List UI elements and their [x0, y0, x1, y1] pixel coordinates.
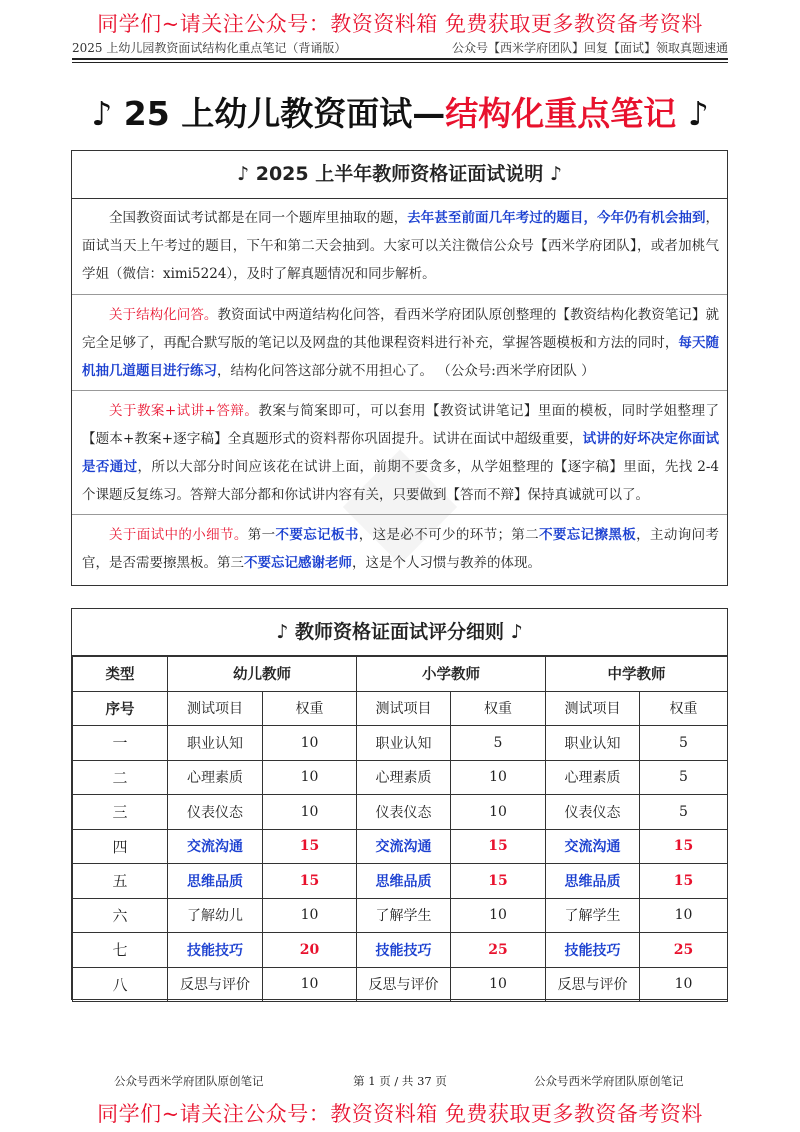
test-item: 心理素质 — [357, 760, 451, 795]
score-section — [71, 608, 728, 1000]
p4-text-g: ，这是个人习惯与教养的体现。 — [352, 555, 541, 571]
weight-value: 5 — [640, 726, 728, 761]
header-left-text: 2025 上幼儿园教资面试结构化重点笔记（背诵版） — [72, 41, 347, 55]
test-item: 技能技巧 — [168, 933, 263, 968]
divider — [72, 514, 727, 515]
weight-value: 10 — [263, 967, 357, 1002]
weight-value: 15 — [451, 864, 546, 899]
test-item: 了解幼儿 — [168, 898, 263, 933]
test-item: 反思与评价 — [168, 967, 263, 1002]
test-item: 仪表仪态 — [357, 795, 451, 830]
page-title-suffix: ♪ — [676, 94, 709, 133]
table-row — [73, 760, 728, 795]
test-item: 仪表仪态 — [168, 795, 263, 830]
table-header-row — [73, 657, 728, 692]
test-item: 交流沟通 — [168, 829, 263, 864]
weight-value: 15 — [263, 829, 357, 864]
row-seq: 五 — [73, 864, 168, 899]
row-seq: 一 — [73, 726, 168, 761]
p1-text-c: ，面试当天上午考过的题目，下午和第二天会抽到。大家可以关注微信公众号【西米学府团队】，或者加桃气学姐（微信：ximi5224），及时了解真题情况和同步解析。 — [82, 210, 719, 282]
table-subheader-row — [73, 691, 728, 726]
test-item: 了解学生 — [357, 898, 451, 933]
weight-value: 20 — [263, 933, 357, 968]
table-row — [73, 864, 728, 899]
intro-paragraph-4 — [82, 521, 719, 577]
intro-paragraph-2 — [82, 301, 719, 385]
test-item: 思维品质 — [168, 864, 263, 899]
row-seq: 八 — [73, 967, 168, 1002]
p1-highlight: 去年甚至前面几年考过的题目，今年仍有机会抽到 — [407, 210, 706, 226]
p4-text-e: ，主动询问考官，是否需要擦黑板。第三 — [82, 527, 720, 571]
type-label: 类型 — [73, 657, 168, 692]
weight-value: 15 — [451, 829, 546, 864]
weight-value: 15 — [263, 864, 357, 899]
test-item: 反思与评价 — [546, 967, 640, 1002]
table-row — [73, 829, 728, 864]
p4-lead: 关于面试中的小细节。 — [109, 527, 248, 543]
divider — [72, 294, 727, 295]
test-item: 仪表仪态 — [546, 795, 640, 830]
test-item: 心理素质 — [546, 760, 640, 795]
p4-highlight-2: 不要忘记擦黑板 — [539, 527, 637, 543]
seq-label: 序号 — [73, 691, 168, 726]
p2-highlight: 每天随机抽几道题目进行练习 — [82, 335, 719, 379]
p2-text-a: 教资面试中两道结构化问答，看西米学府团队原创整理的【教资结构化教资笔记】就完全足够了，再配合默写版的笔记以及网盘的其他课程资料进行补充，掌握答题模板和方法的同时， — [82, 307, 720, 351]
weight-value: 25 — [451, 933, 546, 968]
p2-lead: 关于结构化问答。 — [109, 307, 218, 323]
weight-value: 10 — [263, 795, 357, 830]
top-promo-banner: 同学们~请关注公众号：教资资料箱 免费获取更多教资备考资料 — [97, 12, 703, 36]
weight-value: 10 — [451, 795, 546, 830]
group-primary: 小学教师 — [357, 657, 546, 692]
weight-value: 10 — [263, 760, 357, 795]
weight-value: 25 — [640, 933, 728, 968]
row-seq: 七 — [73, 933, 168, 968]
p3-highlight: 试讲的好坏决定你面试是否通过 — [82, 431, 720, 475]
test-item: 心理素质 — [168, 760, 263, 795]
score-heading: ♪ 教师资格证面试评分细则 ♪ — [72, 609, 727, 656]
weight-value: 15 — [640, 829, 728, 864]
table-row — [73, 795, 728, 830]
p4-highlight-1: 不要忘记板书 — [275, 527, 359, 543]
test-item: 交流沟通 — [546, 829, 640, 864]
intro-heading: ♪ 2025 上半年教师资格证面试说明 ♪ — [72, 151, 727, 199]
table-row — [73, 898, 728, 933]
p3-text-a: 教案与简案即可，可以套用【教资试讲笔记】里面的模板，同时学姐整理了【题本+教案+逐字稿】全真题形式的资料帮你巩固提升。试讲在面试中超级重要， — [82, 403, 720, 447]
footer-left: 公众号西米学府团队原创笔记 — [114, 1074, 264, 1088]
divider — [72, 390, 727, 391]
weight-value: 10 — [451, 760, 546, 795]
table-row — [73, 726, 728, 761]
page-header — [72, 37, 728, 57]
bottom-promo-banner: 同学们~请关注公众号：教资资料箱 免费获取更多教资备考资料 — [97, 1102, 703, 1126]
weight-label: 权重 — [640, 691, 728, 726]
item-label: 测试项目 — [168, 691, 263, 726]
weight-value: 15 — [640, 864, 728, 899]
weight-value: 10 — [263, 726, 357, 761]
weight-value: 10 — [263, 898, 357, 933]
page-title-prefix: ♪ 25 上幼儿教资面试— — [91, 94, 446, 133]
row-seq: 二 — [73, 760, 168, 795]
test-item: 交流沟通 — [357, 829, 451, 864]
table-row — [73, 967, 728, 1002]
weight-value: 5 — [451, 726, 546, 761]
p4-text-c: ，这是必不可少的环节；第二 — [358, 527, 540, 543]
table-row — [73, 933, 728, 968]
group-kindergarten: 幼儿教师 — [168, 657, 357, 692]
intro-paragraph-1 — [82, 204, 719, 288]
weight-value: 5 — [640, 795, 728, 830]
weight-value: 10 — [451, 898, 546, 933]
p2-text-c: ，结构化问答这部分就不用担心了。 （公众号:西米学府团队 ） — [217, 363, 595, 379]
test-item: 思维品质 — [357, 864, 451, 899]
header-rule-thick — [72, 58, 728, 60]
test-item: 职业认知 — [546, 726, 640, 761]
row-seq: 三 — [73, 795, 168, 830]
weight-value: 10 — [451, 967, 546, 1002]
header-right-text: 公众号【西米学府团队】回复【面试】领取真题速通 — [451, 41, 728, 55]
p4-text-a: 第一 — [247, 527, 276, 543]
p4-highlight-3: 不要忘记感谢老师 — [244, 555, 352, 571]
test-item: 职业认知 — [357, 726, 451, 761]
test-item: 技能技巧 — [357, 933, 451, 968]
test-item: 了解学生 — [546, 898, 640, 933]
weight-value: 5 — [640, 760, 728, 795]
page-title-highlight: 结构化重点笔记 — [445, 94, 677, 133]
p1-text-a: 全国教资面试考试都是在同一个题库里抽取的题， — [109, 210, 408, 226]
header-rule-thin — [72, 62, 728, 63]
intro-paragraph-3 — [82, 397, 719, 509]
intro-section — [71, 150, 728, 586]
group-secondary: 中学教师 — [546, 657, 728, 692]
weight-value: 10 — [640, 898, 728, 933]
weight-value: 10 — [640, 967, 728, 1002]
item-label: 测试项目 — [546, 691, 640, 726]
footer-right: 公众号西米学府团队原创笔记 — [534, 1074, 684, 1088]
score-table — [72, 656, 728, 1002]
weight-label: 权重 — [451, 691, 546, 726]
p3-text-c: ，所以大部分时间应该花在试讲上面，前期不要贪多，从学姐整理的【逐字稿】里面，先找 2-4 个课题反复练习。答辩大部分都和你试讲内容有关，只要做到【答而不辩】保持真诚就可以了。 — [82, 459, 720, 503]
test-item: 反思与评价 — [357, 967, 451, 1002]
page-number: 第 1 页 / 共 37 页 — [353, 1074, 447, 1088]
weight-label: 权重 — [263, 691, 357, 726]
page-title — [0, 88, 800, 135]
test-item: 职业认知 — [168, 726, 263, 761]
p3-lead: 关于教案+试讲+答辩。 — [109, 403, 259, 419]
row-seq: 四 — [73, 829, 168, 864]
test-item: 技能技巧 — [546, 933, 640, 968]
item-label: 测试项目 — [357, 691, 451, 726]
test-item: 思维品质 — [546, 864, 640, 899]
row-seq: 六 — [73, 898, 168, 933]
